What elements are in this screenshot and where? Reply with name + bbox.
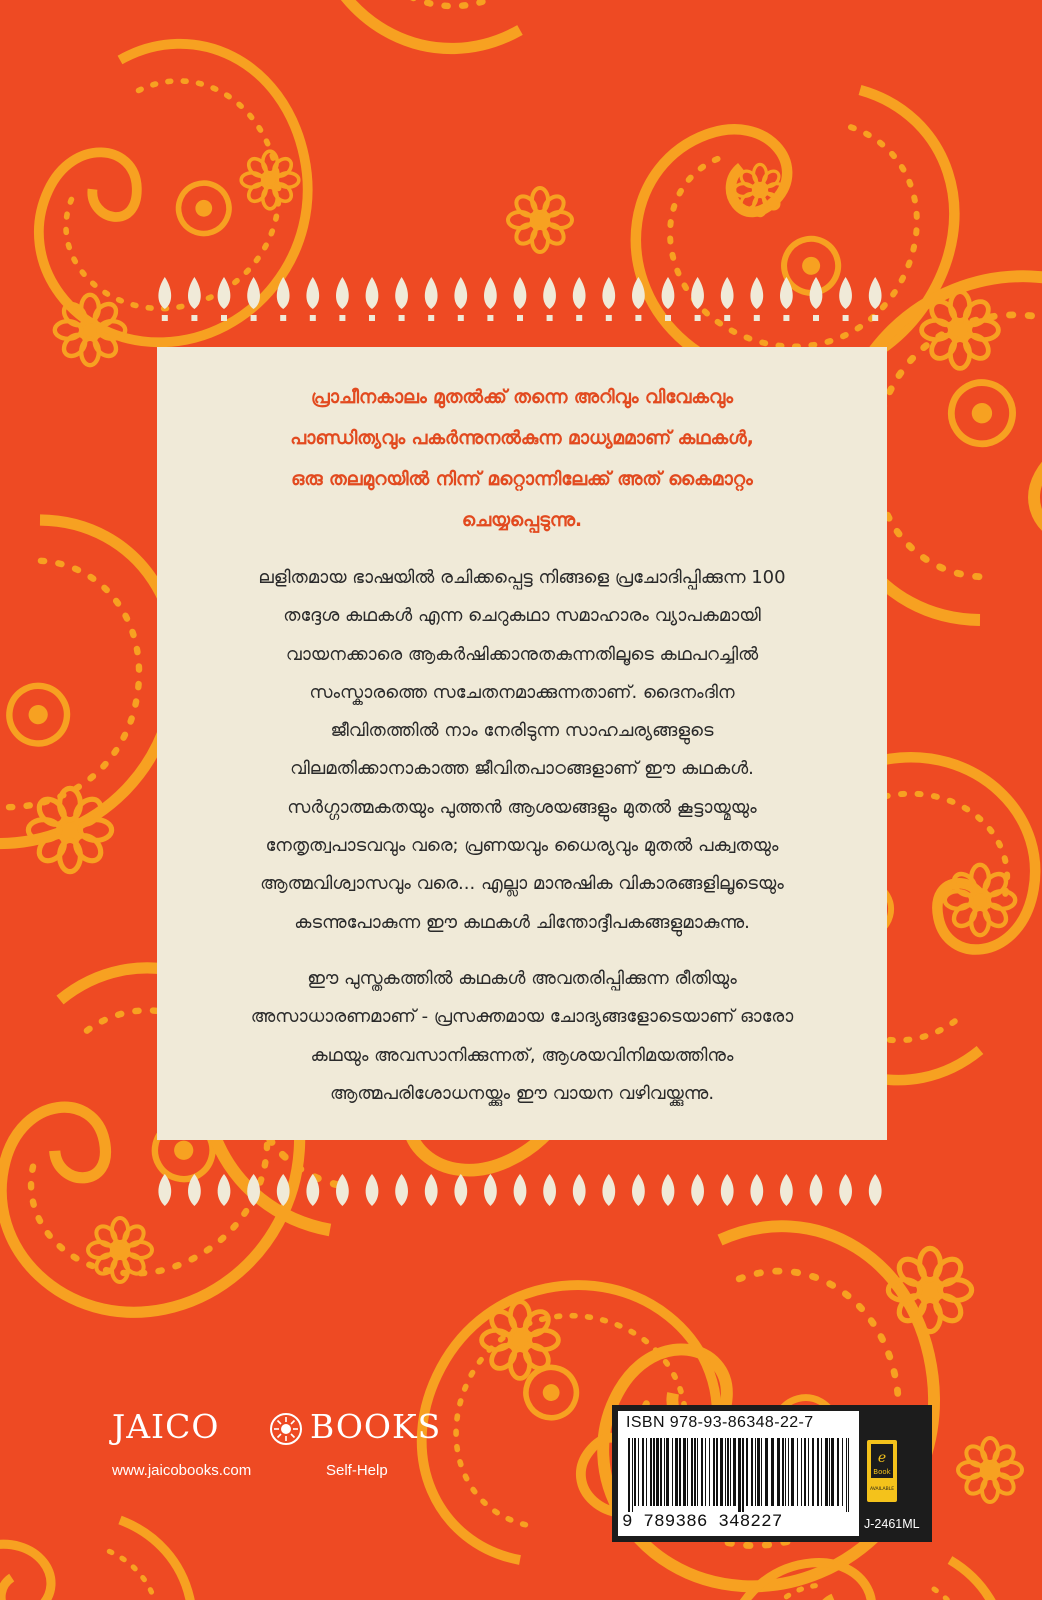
barcode-digits: 9 789386 348227 — [622, 1512, 783, 1532]
barcode-bar — [691, 1438, 693, 1506]
barcode-bar — [709, 1438, 710, 1506]
drop-ornament — [336, 277, 349, 321]
body-line: വായനക്കാരെ ആകർഷിക്കാനുതകുന്നതിലൂടെ കഥപറച്ചിൽ — [285, 643, 759, 665]
barcode-bar — [675, 1438, 678, 1506]
drop-ornament — [277, 1174, 290, 1206]
barcode-bar — [646, 1438, 647, 1506]
body-line: ഈ പുസ്തകത്തിൽ കഥകൾ അവതരിപ്പിക്കുന്ന രീതിയും — [307, 967, 737, 989]
drop-ornament — [691, 1174, 704, 1206]
barcode-bar — [825, 1438, 828, 1506]
drop-ornament — [721, 277, 734, 321]
ebook-available-badge — [867, 1440, 897, 1502]
drop-ornament — [306, 277, 319, 321]
barcode-bar — [804, 1438, 806, 1506]
publisher-website: www.jaicobooks.com — [112, 1462, 252, 1479]
body-line: സംസ്കാരത്തെ സചേതനമാക്കുന്നതാണ്. ദൈനംദിന — [309, 681, 735, 703]
drop-ornament — [573, 1174, 586, 1206]
drop-ornament — [425, 277, 438, 321]
drop-ornament — [277, 277, 290, 321]
body-line: നേതൃത്വപാടവവും വരെ; പ്രണയവും ധൈര്യവും മുതൽ പക്വതയും — [265, 835, 779, 857]
barcode-bar — [725, 1438, 726, 1506]
barcode-bar — [746, 1438, 748, 1506]
barcode-bar — [694, 1438, 696, 1506]
drop-ornament — [602, 277, 615, 321]
drop-ornament — [810, 1174, 823, 1206]
barcode-bar — [660, 1438, 662, 1506]
barcode-bar — [777, 1438, 780, 1506]
barcode-bar — [846, 1438, 847, 1512]
drop-ornament — [573, 277, 586, 321]
drop-ornament — [869, 277, 882, 321]
drop-ornament — [247, 1174, 260, 1206]
barcode-bars — [624, 1438, 856, 1512]
barcode-bar — [720, 1438, 723, 1506]
lead-line: പ്രാചീനകാലം മുതൽക്ക് തന്നെ അറിവും വിവേകവും — [310, 387, 734, 408]
drop-ornament — [454, 277, 467, 321]
drop-ornament — [662, 277, 675, 321]
top-drop-border — [150, 275, 890, 325]
drop-ornament — [632, 277, 645, 321]
drop-ornament — [750, 277, 763, 321]
body-line: ആത്മവിശ്വാസവും വരെ... എല്ലാ മാനുഷിക വികാരങ്ങളിലൂടെയും — [260, 873, 784, 895]
blurb-lead-paragraph — [203, 377, 841, 541]
barcode-bar — [751, 1438, 753, 1506]
barcode-bar — [797, 1438, 798, 1506]
drop-ornament — [484, 1174, 497, 1206]
body-line: തദ്ദേശ കഥകൾ എന്ന ചെറുകഥാ സമാഹാരം വ്യാപകമായി — [283, 605, 761, 627]
isbn-text: ISBN 978-93-86348-22-7 — [626, 1414, 814, 1431]
drop-ornament — [602, 1174, 615, 1206]
drop-ornament — [395, 1174, 408, 1206]
barcode-bar — [642, 1438, 644, 1506]
job-code: J-2461ML — [864, 1517, 920, 1531]
barcode-bar — [687, 1438, 688, 1506]
drop-ornament — [158, 1174, 171, 1206]
barcode-bar — [738, 1438, 741, 1512]
barcode-bar — [730, 1438, 731, 1506]
barcode-label — [618, 1411, 859, 1536]
barcode-bar — [733, 1438, 736, 1506]
lead-line: ചെയ്യപ്പെടുന്നു. — [461, 510, 583, 531]
ebook-badge-sub: AVAILABLE — [869, 1487, 895, 1492]
barcode-bar — [848, 1438, 849, 1512]
drop-ornament — [839, 1174, 852, 1206]
ebook-badge-word: Book — [873, 1468, 891, 1476]
barcode-bar — [666, 1438, 669, 1506]
barcode-bar — [842, 1438, 843, 1506]
barcode-bar — [705, 1438, 706, 1506]
drop-ornament — [218, 277, 231, 321]
barcode-bar — [782, 1438, 784, 1506]
ebook-badge-letter: e — [877, 1450, 887, 1466]
barcode-bar — [812, 1438, 814, 1506]
barcode-bar — [765, 1438, 768, 1506]
barcode-bar — [713, 1438, 715, 1506]
drop-ornament — [188, 1174, 201, 1206]
barcode-bar — [821, 1438, 822, 1506]
book-category: Self-Help — [326, 1462, 388, 1479]
barcode-bar — [656, 1438, 659, 1506]
barcode-panel — [612, 1405, 932, 1542]
barcode-bar — [808, 1438, 809, 1506]
barcode-bar — [817, 1438, 819, 1506]
drop-ornament — [454, 1174, 467, 1206]
barcode-bar — [697, 1438, 698, 1506]
drop-ornament — [425, 1174, 438, 1206]
barcode-bar — [829, 1438, 830, 1506]
barcode-bar — [634, 1438, 636, 1506]
barcode-bar — [650, 1438, 652, 1506]
drop-ornament — [218, 1174, 231, 1206]
barcode-bar — [791, 1438, 794, 1506]
publisher-name-part2: BOOKS — [310, 1407, 442, 1446]
barcode-bar — [727, 1438, 729, 1506]
barcode-bar — [785, 1438, 786, 1506]
drop-ornament — [484, 277, 497, 321]
drop-ornament — [366, 277, 379, 321]
barcode-bar — [628, 1438, 630, 1512]
barcode-bar — [771, 1438, 774, 1506]
barcode-bar — [831, 1438, 834, 1506]
drop-ornament — [395, 277, 408, 321]
barcode-bar — [701, 1438, 703, 1506]
body-line: വിലമതിക്കാനാകാത്ത ജീവിതപാഠങ്ങളാണ് ഈ കഥകൾ. — [290, 758, 754, 780]
drop-ornament — [721, 1174, 734, 1206]
body-line: സർഗ്ഗാത്മകതയും പുത്തൻ ആശയങ്ങളും മുതൽ കൂട്ടായ്മയും — [287, 796, 757, 818]
barcode-bar — [716, 1438, 718, 1506]
blurb-body-paragraph-2 — [203, 960, 841, 1113]
drop-ornament — [780, 277, 793, 321]
publisher-block — [112, 1407, 472, 1497]
body-line: ജീവിതത്തിൽ നാം നേരിടുന്ന സാഹചര്യങ്ങളുടെ — [330, 720, 714, 742]
drop-ornament — [306, 1174, 319, 1206]
drop-ornament — [514, 1174, 527, 1206]
barcode-bar — [632, 1438, 633, 1512]
barcode-bar — [755, 1438, 756, 1506]
barcode-bar — [742, 1438, 744, 1512]
drop-ornament — [188, 277, 201, 321]
drop-ornament — [632, 1174, 645, 1206]
barcode-bar — [679, 1438, 681, 1506]
drop-ornament — [366, 1174, 379, 1206]
drop-ornament — [780, 1174, 793, 1206]
drop-ornament — [336, 1174, 349, 1206]
body-line: ലളിതമായ ഭാഷയിൽ രചിക്കപ്പെട്ട നിങ്ങളെ പ്രചോദിപ്പിക്കുന്ന 100 — [258, 567, 786, 588]
drop-ornament — [662, 1174, 675, 1206]
bottom-drop-border — [150, 1168, 890, 1218]
barcode-bar — [757, 1438, 760, 1506]
drop-ornament — [691, 277, 704, 321]
barcode-bar — [653, 1438, 655, 1506]
blurb-panel — [157, 347, 887, 1140]
barcode-bar — [672, 1438, 673, 1506]
barcode-bar — [664, 1438, 665, 1506]
barcode-bar — [837, 1438, 839, 1506]
drop-ornament — [158, 277, 171, 321]
body-line: അസാധാരണമാണ് - പ്രസക്തമായ ചോദ്യങ്ങളോടെയാണ് ഓരോ — [250, 1006, 794, 1028]
drop-ornament — [869, 1174, 882, 1206]
blurb-body-paragraph-1 — [203, 559, 841, 942]
drop-ornament — [543, 277, 556, 321]
drop-ornament — [810, 277, 823, 321]
body-line: കഥയും അവസാനിക്കുന്നത്, ആശയവിനിമയത്തിനും — [310, 1044, 734, 1066]
drop-ornament — [750, 1174, 763, 1206]
lead-line: ഒരു തലമുറയിൽ നിന്ന് മറ്റൊന്നിലേക്ക് അത് കൈമാറ്റം — [291, 469, 753, 490]
jaico-sun-icon — [269, 1412, 303, 1446]
body-line: ആത്മപരിശോധനയ്ക്കും ഈ വായന വഴിവയ്ക്കുന്നു. — [329, 1082, 715, 1104]
barcode-bar — [638, 1438, 639, 1506]
barcode-bar — [683, 1438, 686, 1506]
barcode-bar — [761, 1438, 762, 1506]
lead-line: പാണ്ഡിത്യവും പകർന്നുനൽകുന്ന മാധ്യമമാണ് കഥകൾ, — [290, 428, 754, 449]
publisher-name-part1: JAICO — [112, 1407, 220, 1446]
drop-ornament — [514, 277, 527, 321]
barcode-bar — [788, 1438, 789, 1506]
drop-ornament — [543, 1174, 556, 1206]
barcode-bar — [801, 1438, 802, 1506]
drop-ornament — [839, 277, 852, 321]
drop-ornament — [247, 277, 260, 321]
body-line: കടന്നുപോകുന്ന ഈ കഥകൾ ചിന്തോദ്ദീപകങ്ങളുമാകുന്നു. — [294, 911, 750, 933]
